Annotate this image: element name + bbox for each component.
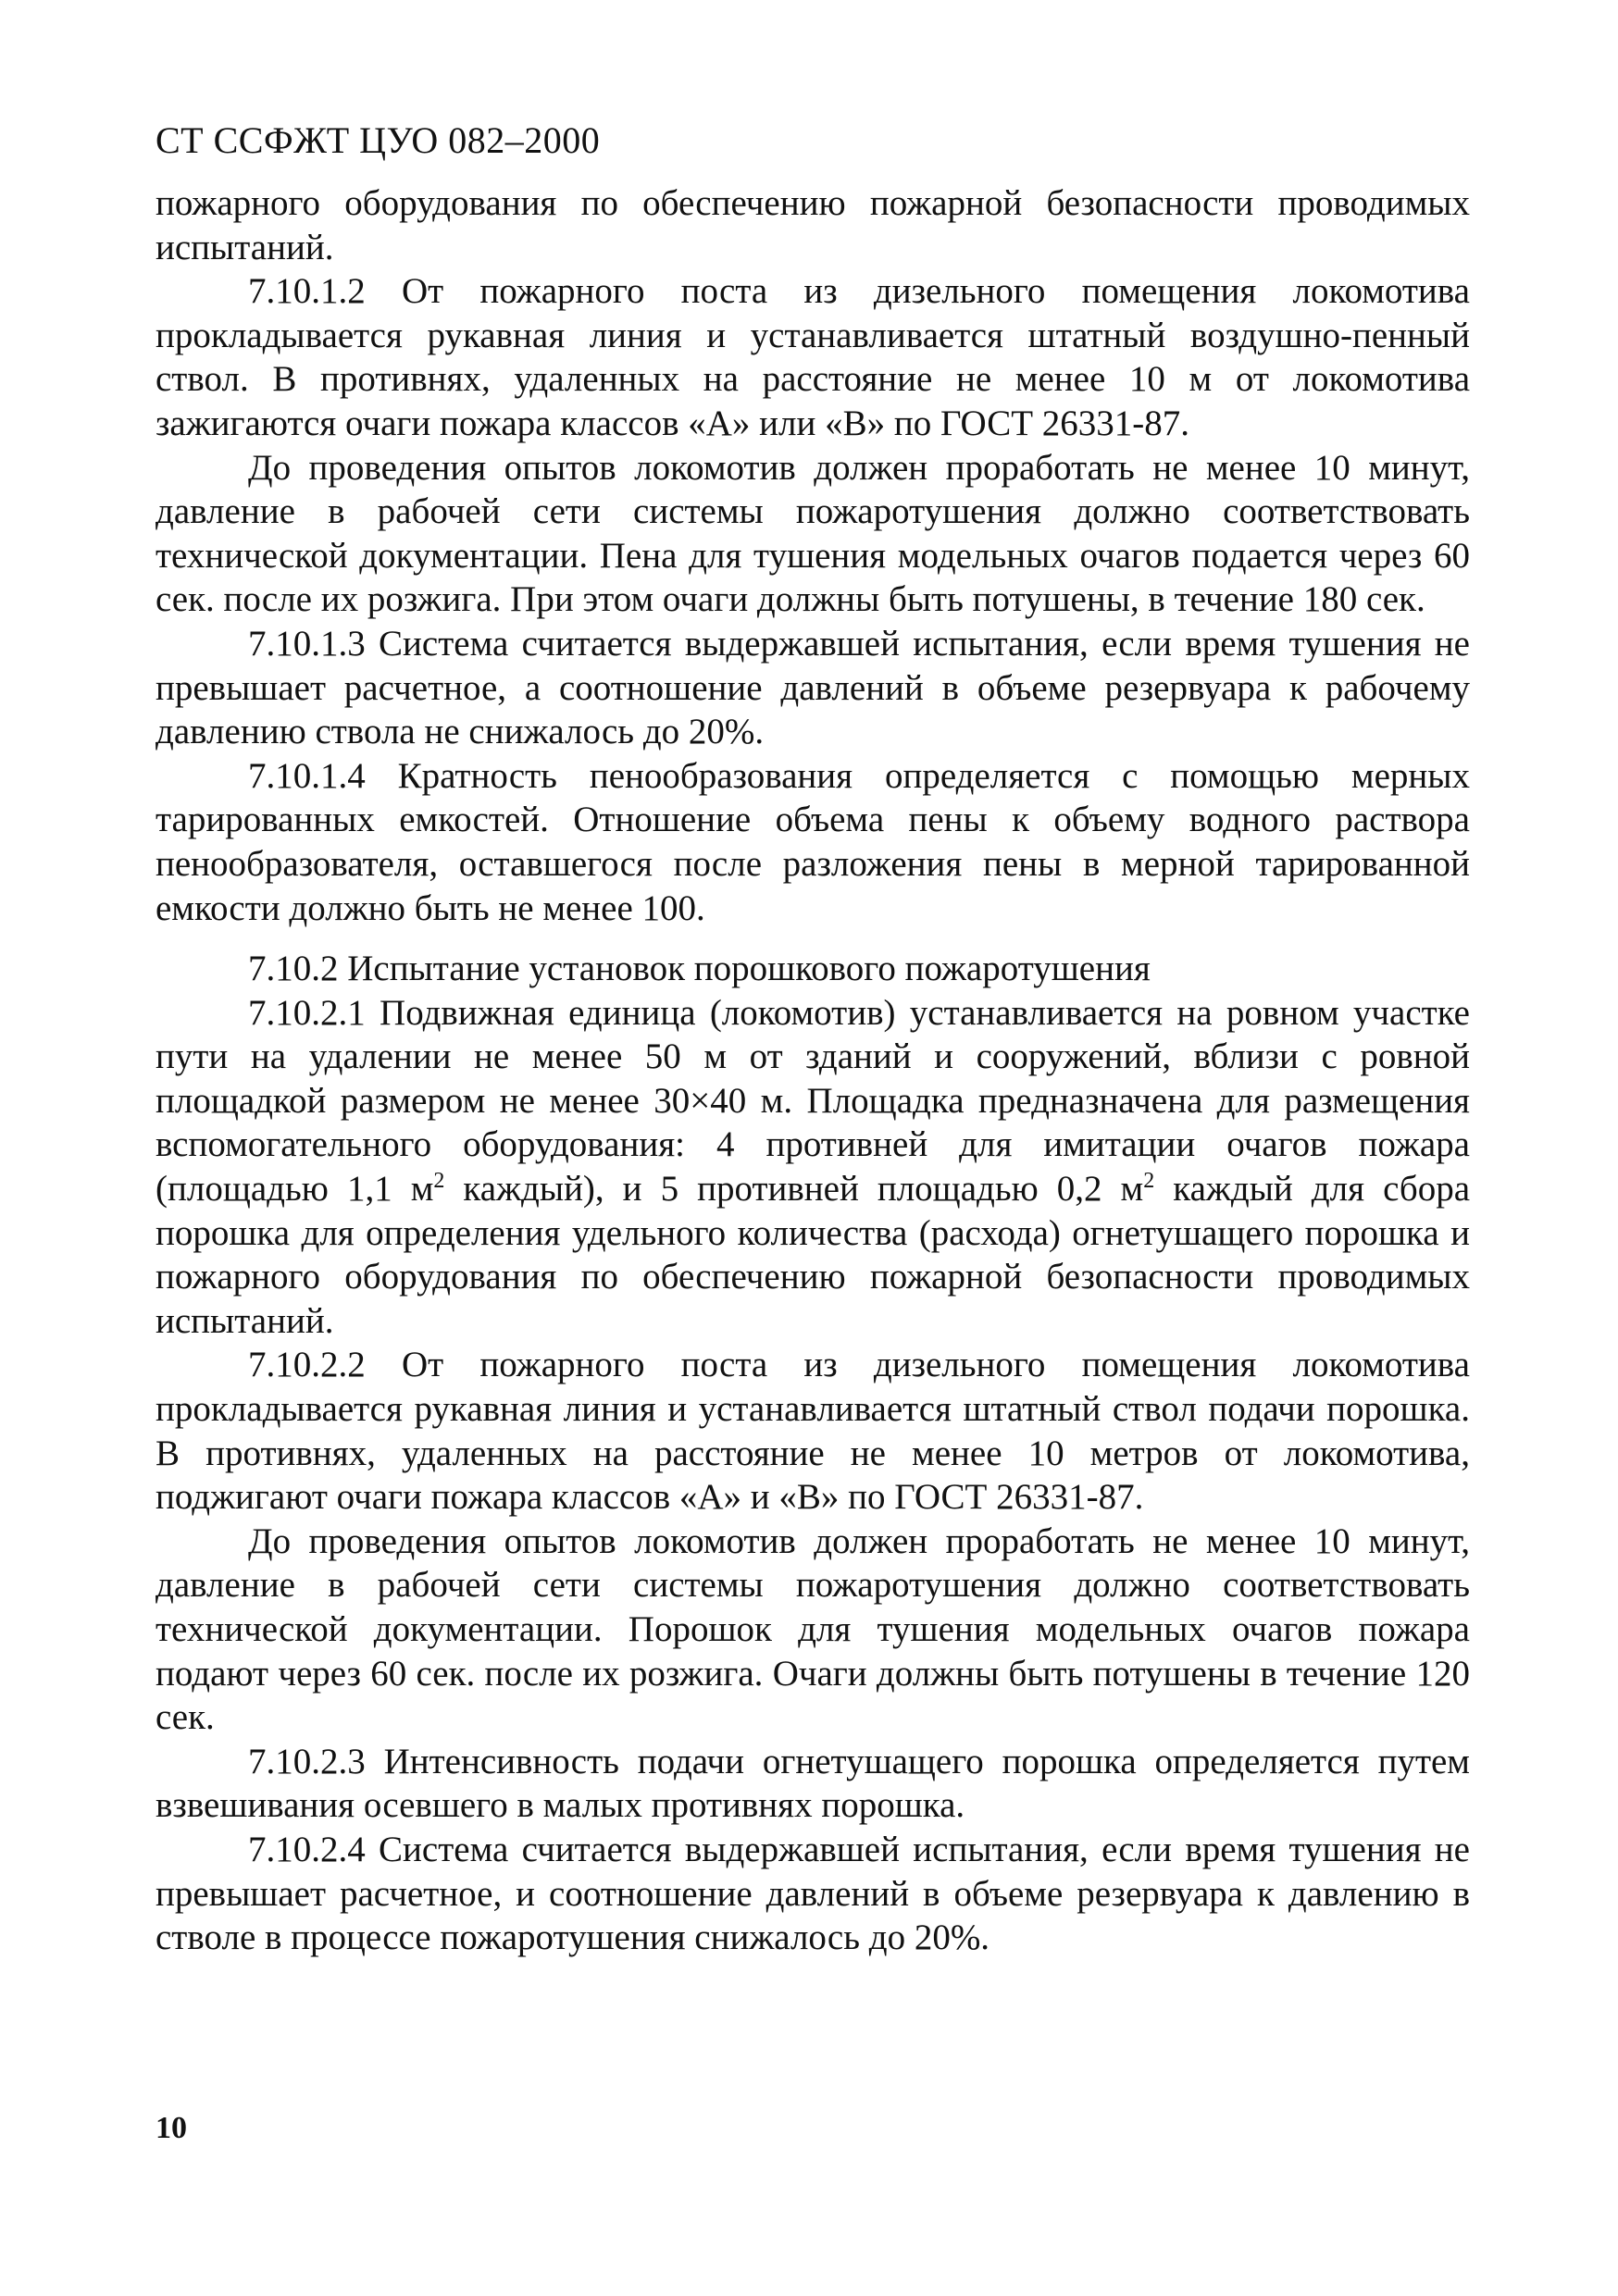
paragraph-7-10-2-1 <box>156 991 1470 1344</box>
paragraph-7-10-1-2: 7.10.1.2 От пожарного поста из дизельного помещения локомотива прокладывается рукавная линия и устанавливается штатный воздушно-пенный ствол. В противнях, удаленных на расстояние не менее 10 м от локомотива зажигаются очаги пожара классов «А» или «В» по ГОСТ 26331-87. <box>156 271 1470 443</box>
paragraph-7-10-2-1-part-1: 7.10.2.1 Подвижная единица (локомотив) устанавливается на ровном участке пути на удалении не менее 50 м от зданий и сооружений, вблизи с ровной площадкой размером не менее 30×40 м. Площадка предназначена для размещения вспомогательного оборудования: 4 противней для имитации очагов пожара (площадью 1,1 м <box>156 992 1470 1210</box>
paragraph-7-10-2-4: 7.10.2.4 Система считается выдержавшей испытания, если время тушения не превышает расчетное, и соотношение давлений в объеме резервуара к давлению в стволе в процессе пожаротушения снижалось до 20%. <box>156 1829 1470 1958</box>
paragraph-7-10-2-3: 7.10.2.3 Интенсивность подачи огнетушащего порошка определяется путем взвешивания осевшего в малых противнях порошка. <box>156 1741 1470 1826</box>
paragraph-7-10-1-3: 7.10.1.3 Система считается выдержавшей испытания, если время тушения не превышает расчетное, а соотношение давлений в объеме резервуара к рабочему давлению ствола не снижалось до 20%. <box>156 623 1470 752</box>
paragraph-powder-test-conditions: До проведения опытов локомотив должен проработать не менее 10 минут, давление в рабочей сети системы пожаротушения должно соответствовать технической документации. Порошок для тушения модельных очагов пожара подают через 60 сек. после их розжига. Очаги должны быть потушены в течение 120 сек. <box>156 1520 1470 1738</box>
standard-code-header: СТ ССФЖТ ЦУО 082–2000 <box>156 119 601 161</box>
page-number: 10 <box>156 2111 187 2145</box>
section-heading-7-10-2: 7.10.2 Испытание установок порошкового пожаротушения <box>248 949 1151 989</box>
paragraph-continuation: пожарного оборудования по обеспечению пожарной безопасности проводимых испытаний. <box>156 183 1470 267</box>
paragraph-7-10-2-1-part-3: каждый для сбора порошка для определения удельного количества (расхода) огнетушащего порошка и пожарного оборудования по обеспечению пожарной безопасности проводимых испытаний. <box>156 1169 1471 1341</box>
paragraph-7-10-2-2: 7.10.2.2 От пожарного поста из дизельного помещения локомотива прокладывается рукавная линия и устанавливается штатный ствол подачи порошка. В противнях, удаленных на расстояние не менее 10 метров от локомотива, поджигают очаги пожара классов «А» и «В» по ГОСТ 26331-87. <box>156 1345 1470 1518</box>
document-body <box>156 181 1470 1960</box>
paragraph-7-10-1-4: 7.10.1.4 Кратность пенообразования определяется с помощью мерных тарированных емкостей. Отношение объема пены к объему водного раствора пенообразователя, оставшегося после разложения пены в мерной тарированной емкости должно быть не менее 100. <box>156 755 1470 928</box>
paragraph-foam-test-conditions: До проведения опытов локомотив должен проработать не менее 10 минут, давление в рабочей сети системы пожаротушения должно соответствовать технической документации. Пена для тушения модельных очагов подается через 60 сек. после их розжига. При этом очаги должны быть потушены, в течение 180 сек. <box>156 447 1470 620</box>
superscript-square: 2 <box>433 1169 445 1194</box>
superscript-square: 2 <box>1143 1169 1155 1194</box>
paragraph-7-10-2-1-part-2: каждый), и 5 противней площадью 0,2 м <box>444 1169 1144 1210</box>
